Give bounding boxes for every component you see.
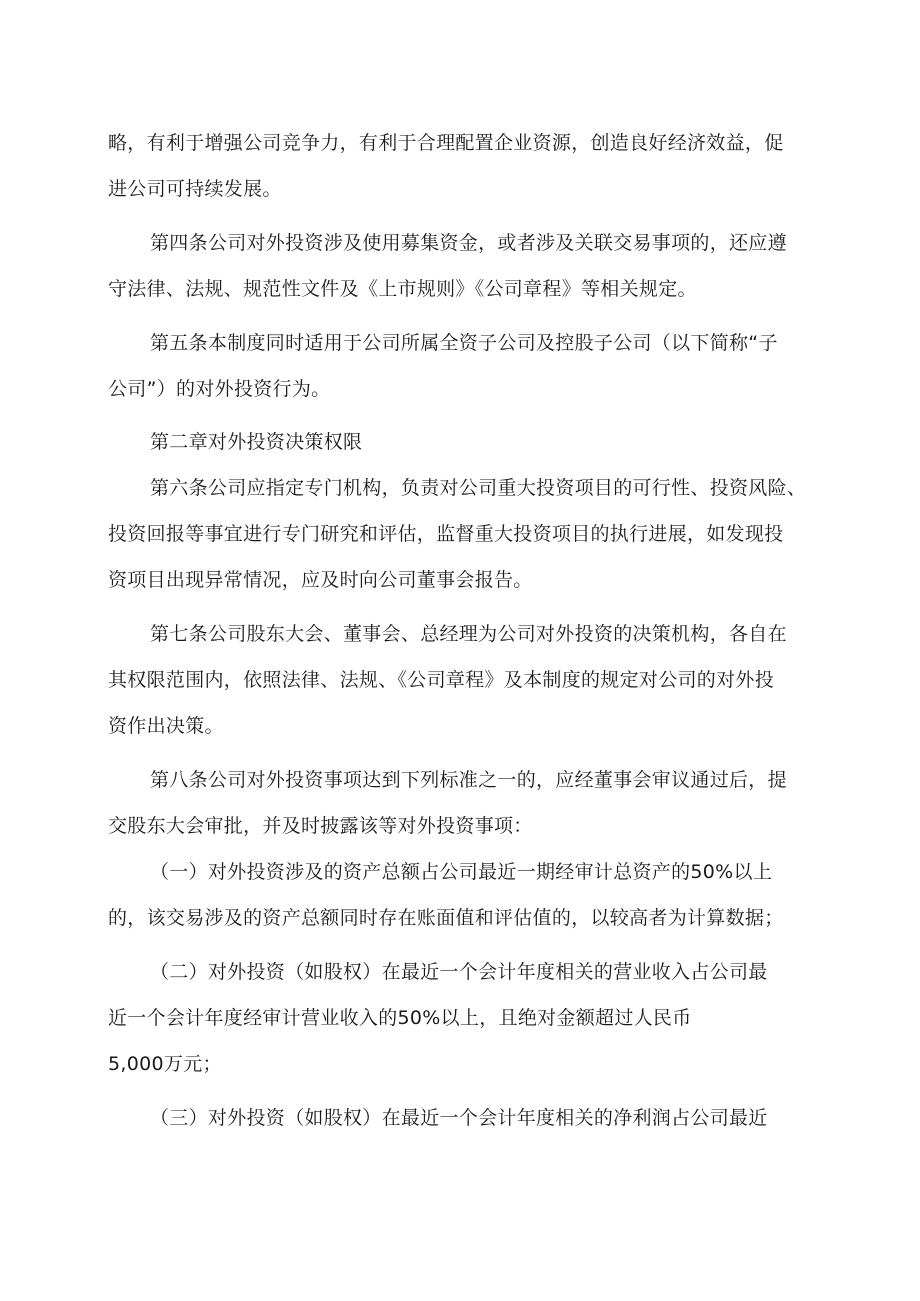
text-line: 资作出决策。	[108, 715, 224, 737]
article-7-text: 第七条公司股东大会、董事会、总经理为公司对外投资的决策机构，各自在	[150, 623, 787, 645]
article-8-text: 第八条公司对外投资事项达到下列标准之一的，应经董事会审议通过后，提	[150, 769, 787, 791]
clause-1-text: （一）对外投资涉及的资产总额占公司最近一期经审计总资产的50%以上	[150, 861, 773, 883]
text-line: 投资回报等事宜进行专门研究和评估，监督重大投资项目的执行进展，如发现投	[108, 523, 784, 545]
text-line: 略，有利于增强公司竞争力，有利于合理配置企业资源，创造良好经济效益，促	[108, 132, 784, 154]
text-line: 守法律、法规、规范性文件及《上市规则》《公司章程》等相关规定。	[108, 278, 697, 300]
text-line: 的，该交易涉及的资产总额同时存在账面值和评估值的，以较高者为计算数据；	[108, 907, 784, 929]
text-line: 5,000万元；	[108, 1053, 222, 1075]
chapter-heading: 第二章对外投资决策权限	[150, 431, 363, 453]
clause-2-text: （二）对外投资（如股权）在最近一个会计年度相关的营业收入占公司最	[150, 961, 768, 983]
text-line: 交股东大会审批，并及时披露该等对外投资事项：	[108, 815, 533, 837]
article-5-text: 第五条本制度同时适用于公司所属全资子公司及控股子公司（以下简称“子	[150, 332, 778, 354]
clause-3-text: （三）对外投资（如股权）在最近一个会计年度相关的净利润占公司最近	[150, 1107, 768, 1129]
text-line: 资项目出现异常情况，应及时向公司董事会报告。	[108, 569, 533, 591]
text-line: 进公司可持续发展。	[108, 178, 282, 200]
text-line: 其权限范围内，依照法律、法规、《公司章程》及本制度的规定对公司的对外投	[108, 669, 775, 691]
article-6-text: 第六条公司应指定专门机构，负责对公司重大投资项目的可行性、投资风险、	[150, 477, 807, 499]
text-line: 公司”）的对外投资行为。	[108, 378, 331, 400]
article-4-text: 第四条公司对外投资涉及使用募集资金，或者涉及关联交易事项的，还应遵	[150, 232, 787, 254]
text-line: 近一个会计年度经审计营业收入的50%以上，且绝对金额超过人民币	[108, 1007, 692, 1029]
